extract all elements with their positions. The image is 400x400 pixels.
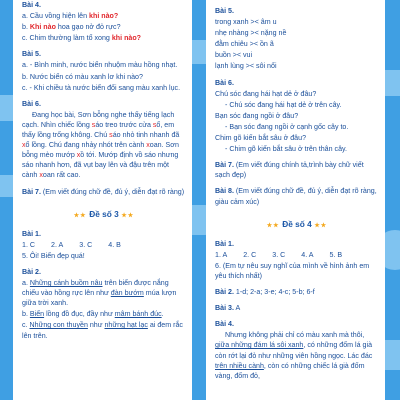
b4-paragraph: Nhưng không phải chỉ có màu xanh mà thôi, giữa những đám lá sôi xanh, có những đốm lá già còn rớt lại đỏ như những viên hồng ngọc. Lác đác trên nhiều cành, còn có những chiếc lá già đốm vàng, đốm đỏ, — [215, 331, 373, 380]
answer-line: 6. (Em tự nêu suy nghĩ của mình về hình ảnh em yêu thích nhất) — [215, 261, 370, 280]
b7-line: Bài 7. (Em viết đúng chữ đề, đủ ý, diễn đạt rõ ràng) — [22, 187, 185, 196]
section-label: Bài 6. — [22, 99, 41, 108]
list-item: Chim gõ kiến bắt sâu ở đâu? — [215, 134, 307, 143]
section-label: Bài 1. — [22, 229, 41, 238]
b6-paragraph: Đang học bài, Sơn bỗng nghe thấy tiếng lạch cạch. Nhìn chiếc lồng sáo treo trước cửa sổ, em thấy lồng trống không. Chú sáo nhỏ tinh nhanh đã xổ lồng. Chú đang nhảy nhót trên cành xoan. Sơn bỗng mèo mướp xồ tới. Mướp định vồ sáo nhưng sáo nhanh hơn, đã vụt bay lên và đậu trên một cành xoan rất cao. — [22, 110, 180, 180]
b8-line: Bài 8. (Em viết đúng chữ đề, đủ ý, diễn đạt rõ ràng, giàu cảm xúc) — [215, 187, 377, 206]
section-label: Bài 4. — [215, 320, 234, 329]
section-label: Bài 2. — [22, 267, 41, 276]
list-item: a. - Bình minh, nước biển nhuộm màu hồng nhạt. — [22, 61, 178, 70]
list-item: lạnh lùng >< sôi nổi — [215, 62, 277, 71]
b2-line-a: a. Những cánh buồm nâu trên biển được nắng chiếu vào hồng rực lên như đàn bướm múa lượn giữa trời xanh. — [22, 279, 177, 308]
list-item: buồn >< vui — [215, 51, 253, 60]
answer-row: 1. A 2. C 3. C 4. A 5. B — [215, 250, 343, 259]
list-item: Bạn sóc đang ngồi ở đâu? — [215, 111, 299, 120]
b4-line-c: c. Chim thường làm tổ xong khi nào? — [22, 34, 142, 43]
section-label: Bài 6. — [215, 78, 234, 87]
b2-line: Bài 2. 1-d; 2-a; 3-e; 4-c; 5-b; 6-f — [215, 288, 315, 297]
list-item: trong xanh >< âm u — [215, 18, 277, 27]
b2-line-b: b. Biển lồng đồ đục, đầy như mâm bánh đúc. — [22, 310, 164, 319]
list-item: đằm chiêu >< ồn ã — [215, 40, 274, 49]
section-label: Bài 1. — [215, 239, 234, 248]
b2-line-c: c. Những con thuyền như những hạt lạc ai đem rắc lên trên. — [22, 321, 183, 340]
answer-line: 5. Ôi! Biển đẹp quá! — [22, 251, 85, 260]
section-heading-de3: ★★ Đề số 3 ★★ — [73, 208, 135, 219]
b4-line-a: a. Cầu vồng hiện lên khi nào? — [22, 12, 119, 21]
section-label: Bài 4. — [22, 1, 41, 9]
list-item: b. Nước biển có màu xanh lơ khi nào? — [22, 72, 143, 81]
right-page — [206, 0, 385, 400]
section-label: Bài 5. — [215, 7, 234, 15]
list-item: c. - Khi chiều tà nước biển đổi sang màu xanh lục. — [22, 83, 181, 92]
section-label: Bài 5. — [22, 50, 41, 59]
list-item: nhẹ nhàng >< nặng nề — [215, 29, 287, 38]
list-item: - Bạn sóc đang ngồi ở cạnh gốc cây to. — [225, 122, 349, 131]
list-item: Chú sóc đang hái hạt dẻ ở đâu? — [215, 89, 317, 98]
b4-line-b: b. Khi nào hoa gạo nở đỏ rực? — [22, 23, 121, 32]
b7-line: Bài 7. (Em viết đúng chính tả,trình bày chữ viết sạch đẹp) — [215, 161, 364, 180]
list-item: - Chim gõ kiến bắt sâu ở trên thân cây. — [225, 145, 348, 154]
answer-row: 1. C 2. A 3. C 4. B — [22, 240, 121, 249]
b3-line: Bài 3. A — [215, 304, 241, 313]
left-page — [13, 0, 192, 400]
list-item: - Chú sóc đang hái hạt dẻ ở trên cây. — [225, 100, 342, 109]
section-heading-de4: ★★ Đề số 4 ★★ — [266, 218, 328, 229]
